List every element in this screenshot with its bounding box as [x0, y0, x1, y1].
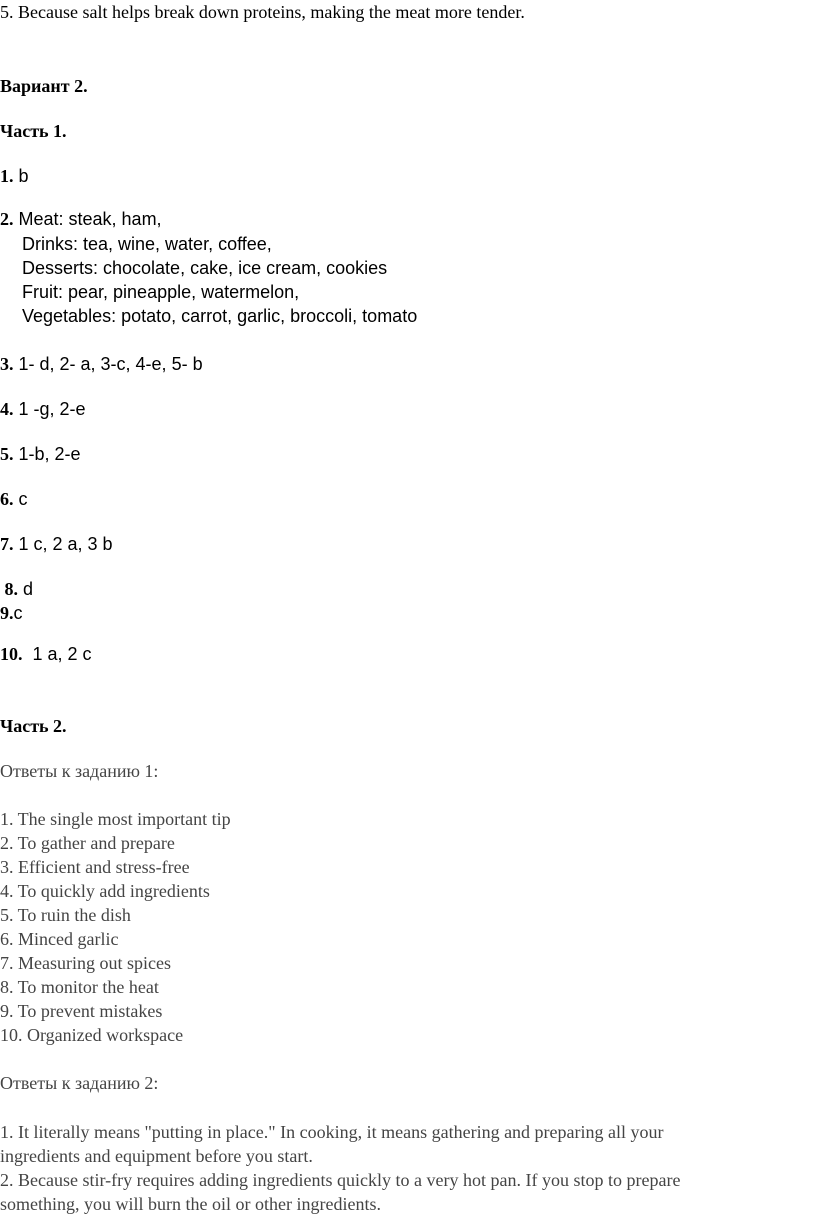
answer-5-text: 1-b, 2-e	[13, 444, 81, 464]
answer-8-number: 8.	[0, 579, 18, 599]
answer-7	[0, 532, 113, 556]
answer-1-text: b	[13, 166, 29, 186]
list-item: ingredients and equipment before you start.	[0, 1146, 313, 1166]
answer-3-text: 1- d, 2- a, 3-c, 4-e, 5- b	[13, 354, 203, 374]
list-item: 2. Because stir-fry requires adding ingredients quickly to a very hot pan. If you stop to prepare	[0, 1170, 681, 1190]
answer-2-desserts: Desserts: chocolate, cake, ice cream, cookies	[22, 258, 388, 278]
list-item: 6. Minced garlic	[0, 929, 119, 949]
list-item: 4. To quickly add ingredients	[0, 881, 210, 901]
answer-2-fruit: Fruit: pear, pineapple, watermelon,	[22, 282, 300, 302]
list-item: 2. To gather and prepare	[0, 833, 175, 853]
answer-7-number: 7.	[0, 534, 14, 554]
answer-6-text: c	[13, 489, 28, 509]
answer-2-drinks: Drinks: tea, wine, water, coffee,	[22, 234, 272, 254]
list-item: 3. Efficient and stress-free	[0, 857, 190, 877]
answer-2-meat-text: Meat: steak, ham,	[13, 209, 162, 229]
answer-6-number: 6.	[0, 489, 14, 509]
list-item: 8. To monitor the heat	[0, 977, 159, 997]
answer-10-text: 1 a, 2 c	[22, 644, 92, 664]
list-item: something, you will burn the oil or other ingredients.	[0, 1194, 381, 1214]
answer-10-number: 10.	[0, 644, 23, 664]
answer-4	[0, 397, 86, 421]
answer-5	[0, 442, 81, 466]
answer-3	[0, 352, 203, 376]
answer-10	[0, 642, 92, 666]
list-item: 10. Organized workspace	[0, 1025, 184, 1045]
task2-label: Ответы к заданию 2:	[0, 1073, 159, 1093]
part2-heading: Часть 2.	[0, 716, 67, 736]
answer-2-vegetables: Vegetables: potato, carrot, garlic, broccoli, tomato	[22, 306, 418, 326]
answer-9-text: c	[13, 603, 23, 623]
answer-4-number: 4.	[0, 399, 14, 419]
part1-heading: Часть 1.	[0, 121, 67, 141]
answer-3-number: 3.	[0, 354, 14, 374]
answer-6	[0, 487, 28, 511]
answer-8	[0, 577, 33, 601]
answer-2-number: 2.	[0, 209, 14, 229]
answer-4-text: 1 -g, 2-e	[13, 399, 86, 419]
answer-1-number: 1.	[0, 166, 14, 186]
top-line: 5. Because salt helps break down proteins, making the meat more tender.	[0, 2, 525, 22]
answer-9	[0, 601, 23, 625]
list-item: 1. The single most important tip	[0, 809, 231, 829]
answer-1	[0, 164, 29, 188]
answer-9-number: 9.	[0, 603, 14, 623]
answer-2-meat	[0, 207, 162, 231]
list-item: 7. Measuring out spices	[0, 953, 171, 973]
answer-5-number: 5.	[0, 444, 14, 464]
list-item: 5. To ruin the dish	[0, 905, 131, 925]
answer-8-text: d	[18, 579, 34, 599]
list-item: 1. It literally means "putting in place." In cooking, it means gathering and preparing all your	[0, 1122, 664, 1142]
variant-heading: Вариант 2.	[0, 76, 88, 96]
list-item: 9. To prevent mistakes	[0, 1001, 163, 1021]
task1-label: Ответы к заданию 1:	[0, 761, 159, 781]
answer-7-text: 1 c, 2 a, 3 b	[13, 534, 113, 554]
